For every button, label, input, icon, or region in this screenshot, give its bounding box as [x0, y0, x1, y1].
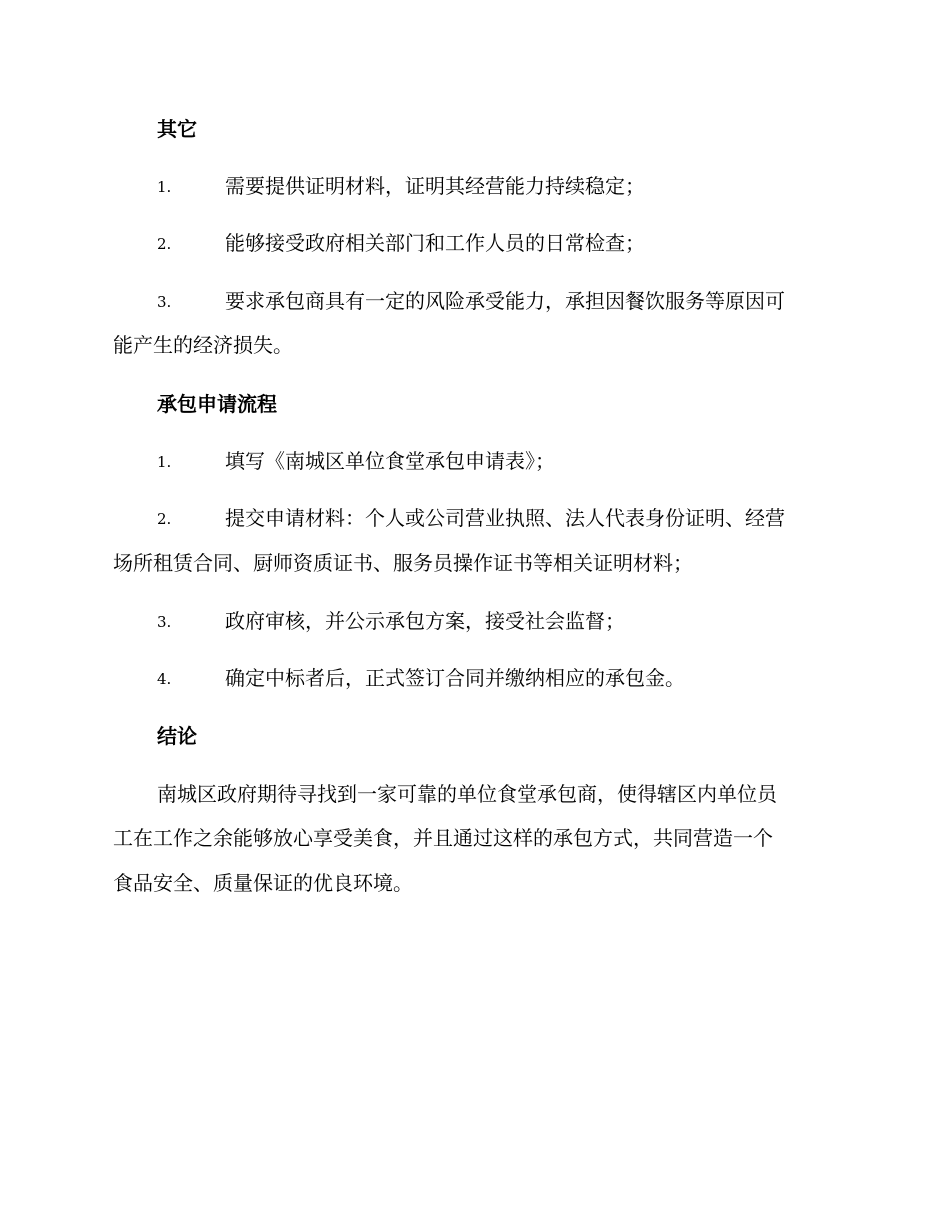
- heading-conclusion: 结论: [157, 724, 197, 748]
- list-number: 1.: [157, 178, 172, 196]
- heading-other: 其它: [157, 117, 197, 141]
- list-item-text-continued: 场所租赁合同、厨师资质证书、服务员操作证书等相关证明材料；: [113, 551, 693, 575]
- list-item-text: 确定中标者后，正式签订合同并缴纳相应的承包金。: [225, 666, 685, 690]
- list-number: 3.: [157, 613, 172, 631]
- list-item-text: 填写《南城区单位食堂承包申请表》；: [225, 449, 555, 473]
- list-item-text: 提交申请材料：个人或公司营业执照、法人代表身份证明、经营: [225, 506, 785, 530]
- conclusion-text: 食品安全、质量保证的优良环境。: [113, 871, 413, 895]
- list-number: 4.: [157, 670, 172, 688]
- heading-process: 承包申请流程: [157, 392, 277, 416]
- conclusion-text: 工在工作之余能够放心享受美食，并且通过这样的承包方式，共同营造一个: [113, 826, 773, 850]
- list-number: 1.: [157, 453, 172, 471]
- list-number: 2.: [157, 235, 172, 253]
- list-item-text: 要求承包商具有一定的风险承受能力，承担因餐饮服务等原因可: [225, 289, 785, 313]
- list-item-text: 能够接受政府相关部门和工作人员的日常检查；: [225, 231, 645, 255]
- list-item-text: 政府审核，并公示承包方案，接受社会监督；: [225, 609, 625, 633]
- conclusion-text: 南城区政府期待寻找到一家可靠的单位食堂承包商，使得辖区内单位员: [157, 782, 777, 806]
- list-item-text-continued: 能产生的经济损失。: [113, 333, 293, 357]
- list-item-text: 需要提供证明材料，证明其经营能力持续稳定；: [225, 174, 645, 198]
- list-number: 3.: [157, 293, 172, 311]
- list-number: 2.: [157, 510, 172, 528]
